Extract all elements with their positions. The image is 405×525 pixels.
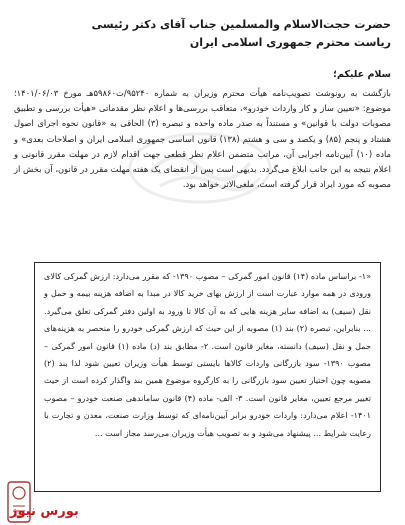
recipient-title-line: حضرت حجت‌الاسلام والمسلمین جناب آقای دکتر رئیسی bbox=[91, 18, 391, 31]
watermark-emblem-icon bbox=[120, 118, 280, 218]
brand-logo-text: بورس نیوز bbox=[10, 504, 79, 519]
recipient-office-line: ریاست محترم جمهوری اسلامی ایران bbox=[189, 36, 391, 49]
quoted-legal-objections-box: «۱- براساس ماده (۱۴) قانون امور گمرکی – مصوب ۱۳۹۰- که مقرر می‌دارد: ارزش گمرکی کالای ورودی در همه موارد عبارت است از ارزش بهای خرید کالا در مبدا به اضافه هزینه بیمه و حمل و نقل (سیف) به اضافه سایر هزینه هایی که به آن کالا تا ورود به اولین دفتر گمرکی تعلق می‌گیرد. ... بنابراین، تبصره (۲) بند (۱) مصوبه از این حیث که ارزش گمرکی خودرو را منحصر به هزینه‌های حمل و نقل (سیف) دانسته، مغایر قانون است. ۲- مطابق بند (د) ماده (۱) قانون امور گمرکی – مصوب ۱۳۹۰- سود بازرگانی واردات کالاها بایستی توسط هیأت وزیران تعیین شود لذا بند (۲) مصوبه چون اختیار تعیین سود بازرگانی را به کارگروه موضوع همین بند واگذار کرده است از حیث تغییر مرجع تعیین، مغایر قانون است. ۳- الف- ماده (۴) قانون ساماندهی صنعت خودرو – مصوب ۱۴۰۱- اعلام می‌دارد: واردات خودرو برابر آیین‌نامه‌ای که توسط وزارت صنعت، معدن و تجارت با رعایت شرایط ... پیشنهاد می‌شود و به تصویب هیأت وزیران می‌رسد مجاز است ... bbox=[34, 262, 381, 492]
letter-body-paragraph: بازگشت به رونوشت تصویب‌نامه هیأت محترم وزیران به شماره ۹۵۲۴۰/ت۵۹۸۶۰هـ مورخ ۱۴۰۱/۰۶/۰۳؛ موضوع: «تعیین ساز و کار واردات خودرو»، متعاقب بررسی‌ها و اعلام نظر مقدماتی «هیأت بررسی و تطبیق مصوبات دولت با قوانین» و مستنداً به صدر ماده واحده و تبصره (۳) الحاقی به «قانون نحوه اجرای اصول هشتاد و پنجم (۸۵) و یکصد و سی و هشتم (۱۳۸) قانون اساسی جمهوری اسلامی ایران و اصلاحات بعدی» و ماده (۱۰) آیین‌نامه اجرایی آن، مراتب متضمن اعلام نظر قطعی جهت اقدام لازم در مهلت مقرر قانونی و اعلام نتیجه به این جانب ابلاغ می‌گردد. بدیهی است پس از انقضای یک هفته مهلت مقرر در قانون، آن بخش از مصوبه که مورد ایراد قرار گرفته است، ملغی‌الاثر خواهد بود. bbox=[14, 88, 392, 190]
greeting: سلام علیکم؛ bbox=[333, 69, 391, 80]
